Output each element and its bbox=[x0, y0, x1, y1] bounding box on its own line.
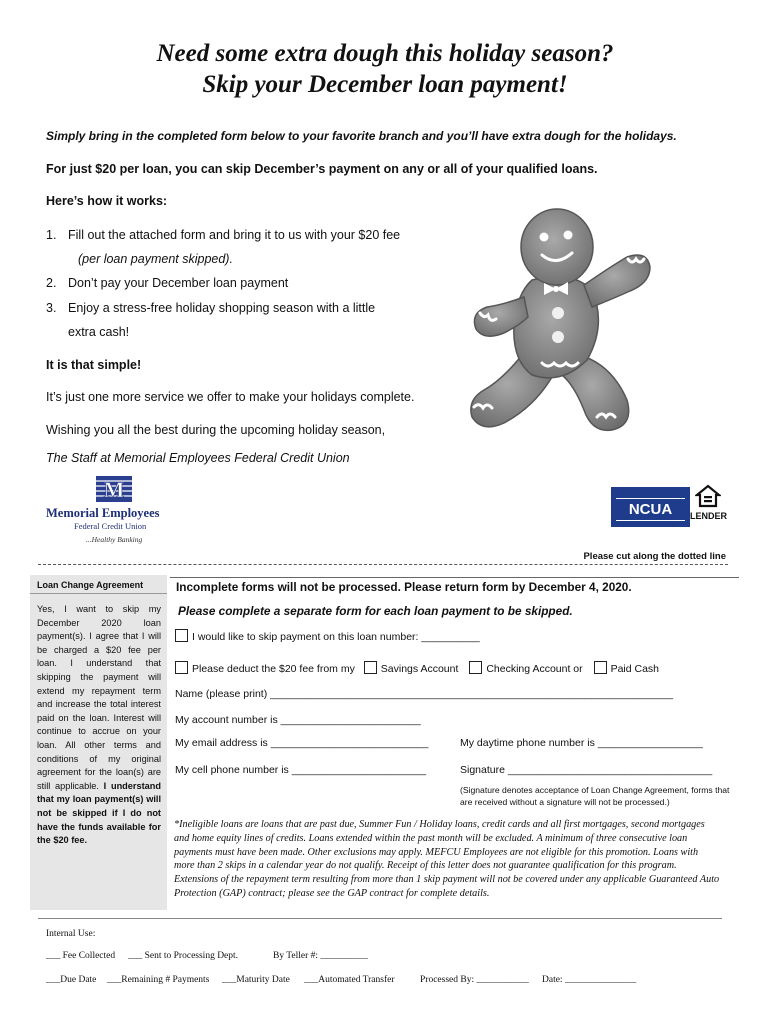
email-field[interactable]: My email address is ___________________________ bbox=[175, 737, 429, 749]
gingerbread-man-illustration bbox=[462, 185, 672, 445]
agreement-bold-clause: I understand that my loan payment(s) will not be skipped if I do not have the funds available for the $20 fee. bbox=[37, 780, 161, 846]
agreement-text bbox=[37, 603, 161, 848]
step-3-number: 3. bbox=[46, 301, 57, 315]
cell-phone-field[interactable]: My cell phone number is _______________________ bbox=[175, 764, 427, 776]
form-top-rule bbox=[170, 577, 739, 578]
step-3-continued: extra cash! bbox=[68, 325, 130, 339]
headline-line-1: Need some extra dough this holiday season? bbox=[156, 40, 614, 67]
skip-loan-label: I would like to skip payment on this loan number: __________ bbox=[192, 631, 480, 643]
skip-loan-checkbox[interactable] bbox=[175, 629, 188, 642]
automated-transfer-field[interactable]: ___Automated Transfer bbox=[304, 975, 395, 985]
memorial-employees-logo bbox=[46, 474, 186, 544]
intro-paragraph-1: Simply bring in the completed form below to your favorite branch and you’ll have extra dough for the holidays. bbox=[46, 129, 677, 143]
lender-label: LENDER bbox=[690, 511, 728, 521]
how-it-works-heading: Here’s how it works: bbox=[46, 194, 168, 208]
logo-name: Memorial Employees bbox=[46, 506, 160, 520]
wishes-statement: Wishing you all the best during the upcoming holiday season, bbox=[46, 423, 386, 437]
internal-use-label: Internal Use: bbox=[46, 929, 96, 939]
deduct-fee-label: Please deduct the $20 fee from my bbox=[192, 663, 355, 675]
savings-account-checkbox[interactable] bbox=[364, 661, 377, 674]
agreement-heading: Loan Change Agreement bbox=[37, 580, 144, 590]
service-statement: It’s just one more service we offer to make your holidays complete. bbox=[46, 390, 415, 404]
staff-signature: The Staff at Memorial Employees Federal Credit Union bbox=[46, 451, 350, 465]
checking-account-checkbox[interactable] bbox=[469, 661, 482, 674]
agreement-divider bbox=[30, 593, 167, 594]
step-3-text: Enjoy a stress-free holiday shopping season with a little bbox=[68, 301, 376, 315]
due-date-field[interactable]: ___Due Date bbox=[46, 975, 97, 985]
remaining-payments-field[interactable]: ___Remaining # Payments bbox=[107, 975, 210, 985]
cut-dotted-line bbox=[38, 564, 728, 565]
cut-instruction: Please cut along the dotted line bbox=[583, 551, 726, 562]
logo-m-mark-icon bbox=[46, 474, 186, 504]
intro-paragraph-2: For just $20 per loan, you can skip December’s payment on any or all of your qualified loans. bbox=[46, 162, 598, 176]
account-number-field[interactable]: My account number is ________________________ bbox=[175, 714, 421, 726]
logo-tagline: ...Healthy Banking bbox=[86, 535, 143, 544]
ncua-label: NCUA bbox=[628, 501, 673, 518]
fee-deduction-row bbox=[175, 661, 659, 675]
ineligible-loans-note: *Ineligible loans are loans that are past due, Summer Fun / Holiday loans, credit cards and all first mortgages, second mortgages and home equity lines of credits. Loans extended within the past month will be excluded. A minimum of three consecutive loan payments must have been made. Other exclusions may apply. MEFCU Employees are not eligible for this promotion. Loans with more than 2 skips in a calendar year do not qualify. Receipt of this letter does not guarantee qualification for this program. Extensions of the repayment term resulting from more than 1 skip payment will not be covered under any applicable Guaranteed Auto Protection (GAP) contract; please see the GAP contract for complete details. bbox=[174, 819, 720, 899]
internal-date-field[interactable]: Date: _______________ bbox=[542, 975, 637, 985]
svg-text:M: M bbox=[103, 477, 125, 502]
signature-note: (Signature denotes acceptance of Loan Change Agreement, forms that are received without a signature will not be processed.) bbox=[460, 785, 730, 807]
equal-housing-lender-badge bbox=[690, 484, 726, 521]
internal-use-rule bbox=[38, 918, 722, 919]
simple-statement: It is that simple! bbox=[46, 358, 142, 372]
teller-number-field[interactable]: By Teller #: __________ bbox=[273, 951, 368, 961]
paid-cash-label: Paid Cash bbox=[610, 663, 660, 675]
daytime-phone-field[interactable]: My daytime phone number is __________________ bbox=[460, 737, 703, 749]
step-2-text: Don’t pay your December loan payment bbox=[68, 276, 289, 290]
agreement-body: Yes, I want to skip my December 2020 loan payment(s). I agree that I will be charged a $20 fee per loan. I understand that skipping the payment will extend my repayment term and increase the total interest paid on the loan. Interest will continue to accrue on your loan. All other terms and conditions of my original agreement for the loan(s) are still applicable. bbox=[37, 604, 161, 791]
maturity-date-field[interactable]: ___Maturity Date bbox=[222, 975, 290, 985]
savings-account-label: Savings Account bbox=[380, 663, 459, 675]
checking-account-label: Checking Account or bbox=[486, 663, 583, 675]
house-icon bbox=[695, 484, 721, 508]
paid-cash-checkbox[interactable] bbox=[594, 661, 607, 674]
step-1-text: Fill out the attached form and bring it to us with your $20 fee bbox=[68, 228, 401, 242]
fee-collected-field[interactable]: ___ Fee Collected bbox=[46, 951, 116, 961]
step-1-number: 1. bbox=[46, 228, 57, 242]
deduct-fee-checkbox[interactable] bbox=[175, 661, 188, 674]
skip-loan-row bbox=[175, 629, 480, 643]
ncua-badge bbox=[611, 487, 690, 527]
headline-line-2: Skip your December loan payment! bbox=[202, 71, 568, 98]
separate-form-note: Please complete a separate form for each loan payment to be skipped. bbox=[178, 604, 573, 618]
step-1-continued: (per loan payment skipped). bbox=[78, 252, 233, 266]
processed-by-field[interactable]: Processed By: ___________ bbox=[420, 975, 529, 985]
logo-subtitle: Federal Credit Union bbox=[74, 521, 147, 531]
incomplete-forms-warning: Incomplete forms will not be processed. Please return form by December 4, 2020. bbox=[176, 580, 632, 594]
name-field[interactable]: Name (please print) _____________________________________________________________________ bbox=[175, 688, 674, 700]
step-2-number: 2. bbox=[46, 276, 57, 290]
sent-to-processing-field[interactable]: ___ Sent to Processing Dept. bbox=[128, 951, 239, 961]
signature-field[interactable]: Signature ___________________________________ bbox=[460, 764, 713, 776]
